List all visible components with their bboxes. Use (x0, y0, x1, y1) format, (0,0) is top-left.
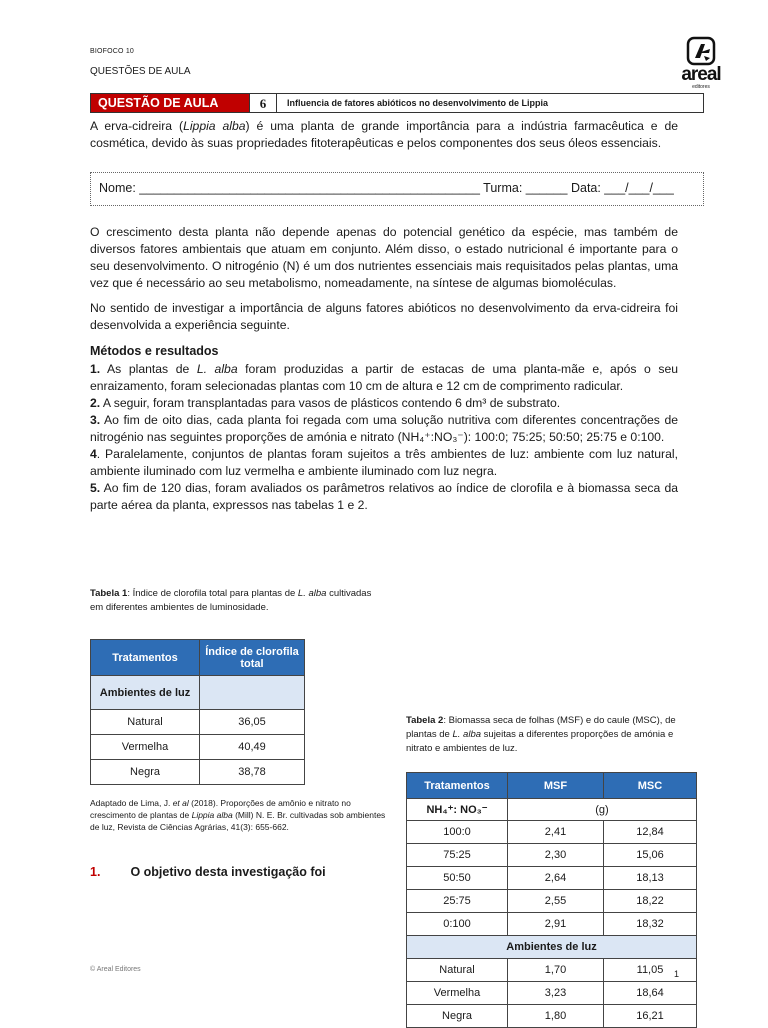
table2-row-label: 75:25 (407, 844, 508, 867)
table2-row-msc: 18,32 (604, 913, 697, 936)
table2-row-msc: 18,64 (604, 982, 697, 1005)
intro-species: Lippia alba (183, 119, 246, 133)
table1-caption (90, 587, 375, 615)
table-row (91, 760, 305, 785)
table-row (407, 821, 697, 844)
table1-caption-species: L. alba (297, 588, 327, 599)
step-3-number: 3. (90, 413, 101, 427)
table2-row-msf: 2,41 (508, 821, 604, 844)
body-paragraph-2: No sentido de investigar a importância de alguns fatores abióticos no desenvolvimento da erva-cidreira foi desenvolvida a experiência seguinte. (90, 301, 678, 332)
body-paragraph-1: O crescimento desta planta não depende apenas do potencial genético da espécie, mas também de diversos fatores ambientais que atuam em conjunto. Além disso, o estado nutricional é importante para o seu desenvolvimento. O nitrogénio (N) é um dos nutrientes essenciais mais requisitados pelas plantas, uma vez que é necessário ao seu metabolismo, nomeadamente, na síntese de algumas biomoléculas. (90, 225, 678, 290)
table-row (407, 844, 697, 867)
student-info-box[interactable] (90, 172, 704, 206)
methods-heading: Métodos e resultados (90, 344, 219, 358)
step-2-number: 2. (90, 396, 101, 410)
table2-header-msf: MSF (508, 773, 604, 799)
step-1-number: 1. (90, 362, 101, 376)
step-4-text: . Paralelamente, conjuntos de plantas foram sujeitos a três ambientes de luz: ambiente com luz natural, ambiente iluminado com luz vermelha e ambiente iluminado com luz negra. (90, 447, 678, 478)
step-4-number: 4 (90, 447, 97, 461)
source-italic-2: Lippia alba (191, 810, 233, 820)
table-row (91, 735, 305, 760)
table1-row-label: Vermelha (91, 735, 200, 760)
table1-row-label: Negra (91, 760, 200, 785)
table1-group-label: Ambientes de luz (91, 676, 200, 710)
table1-header-index: Índice de clorofila total (200, 640, 305, 676)
source-italic-1: et al (172, 798, 189, 808)
step-1-text-b: foram produzidas a partir de estacas de uma planta-mãe e, após o seu enraizamento, foram selecionadas plantas com 10 cm de altura e 12 cm de comprimento radicular. (90, 362, 679, 393)
table2-unit: (g) (508, 799, 697, 821)
step-5-text: Ao fim de 120 dias, foram avaliados os parâmetros relativos ao índice de clorofila e à biomassa seca da parte aérea da planta, expressos nas tabelas 1 e 2. (90, 481, 678, 512)
source-a: Adaptado de Lima, J. (90, 798, 173, 808)
table2-caption (406, 714, 676, 756)
step-2-text: A seguir, foram transplantadas para vasos de plásticos contendo 6 dm³ de substrato. (100, 396, 561, 410)
intro-text-b: ) é uma planta de grande importância para a indústria farmacêutica e de cosmética, devido às suas propriedades fitoterapêuticas e pelos componentes dos seus óleos essenciais. (90, 119, 678, 150)
step-5-number: 5. (90, 481, 101, 495)
question-1 (90, 865, 326, 879)
table2-row-msc: 15,06 (604, 844, 697, 867)
question-label: QUESTÃO DE AULA (91, 94, 249, 112)
table2-header-treatments: Tratamentos (407, 773, 508, 799)
table2-row-msc: 11,05 (604, 959, 697, 982)
step-3-text: Ao fim de oito dias, cada planta foi regada com uma solução nutritiva com diferentes concentrações de nitrogénio nas seguintes proporções de amónia e nitrato (NH₄⁺:NO₃⁻): 100:0; 75:25; 50:50; 25:75 e 0:100. (90, 413, 678, 444)
question-title: Influencia de fatores abióticos no desenvolvimento de Lippia (287, 98, 549, 108)
table2-row-msc: 18,13 (604, 867, 697, 890)
source-c: (Mill) N. E. Br. cultivadas sob ambientes de luz, Revista de Ciências Agrárias, 41(3): 655-662. (90, 810, 386, 832)
table1-caption-b: cultivadas em diferentes ambientes de luminosidade. (90, 588, 372, 613)
method-step-4 (90, 446, 678, 480)
intro-text-a: A erva-cidreira ( (90, 119, 184, 133)
method-step-3 (90, 412, 678, 446)
table-row (407, 913, 697, 936)
table1-row-value: 38,78 (200, 760, 305, 785)
table2-caption-a: : Biomassa seca de folhas (MSF) e do caule (MSC), de plantas de (406, 715, 676, 740)
table2-row-msc: 16,21 (604, 1005, 697, 1028)
section-label: QUESTÕES DE AULA (90, 66, 191, 77)
method-step-1 (90, 361, 678, 395)
method-step-5 (90, 480, 678, 514)
table2-row-msf: 2,55 (508, 890, 604, 913)
table1 (90, 639, 305, 785)
course-label: BIOFOCO 10 (90, 48, 135, 55)
footer-copyright: © Areal Editores (90, 966, 141, 973)
table1-header-treatments: Tratamentos (91, 640, 200, 676)
table2-caption-label: Tabela 2 (406, 715, 444, 726)
page-number: 1 (674, 969, 680, 979)
table1-caption-a: : Índice de clorofila total para plantas de (127, 588, 298, 599)
table2-row-msf: 1,70 (508, 959, 604, 982)
table2-row-msf: 3,23 (508, 982, 604, 1005)
areal-logo-icon (686, 36, 716, 66)
question-1-number: 1. (90, 865, 101, 879)
table2-header-msc: MSC (604, 773, 697, 799)
source-b: (2018). Proporções de amônio e nitrato no crescimento de plantas de (90, 798, 351, 820)
table2-row-msf: 2,91 (508, 913, 604, 936)
table2-row-label: 0:100 (407, 913, 508, 936)
source-citation (90, 797, 390, 833)
table1-row-value: 36,05 (200, 710, 305, 735)
table2-row-label: Natural (407, 959, 508, 982)
table-row (407, 867, 697, 890)
logo-word: areal (681, 64, 721, 85)
question-number: 6 (249, 94, 277, 112)
table2-row-label: Vermelha (407, 982, 508, 1005)
table1-caption-label: Tabela 1 (90, 588, 128, 599)
areal-logo (676, 36, 726, 92)
student-info-line[interactable]: Nome: _________________________________________________ Turma: ______ Data: ___/___/___ (99, 181, 674, 195)
question-bar (90, 93, 704, 113)
table2-sub-label: NH₄⁺: NO₃⁻ (407, 799, 508, 821)
logo-sub: editores (692, 84, 710, 90)
table-row (407, 982, 697, 1005)
table-row (407, 959, 697, 982)
table1-row-value: 40,49 (200, 735, 305, 760)
table2-row-msf: 1,80 (508, 1005, 604, 1028)
table2-row-msf: 2,64 (508, 867, 604, 890)
table2-caption-b: sujeitas a diferentes proporções de amónia e nitrato e ambientes de luz. (406, 729, 674, 754)
table1-group-empty (200, 676, 305, 710)
table2-caption-species: L. alba (452, 729, 482, 740)
table2-row-msc: 18,22 (604, 890, 697, 913)
table2-row-msc: 12,84 (604, 821, 697, 844)
table2-row-label: 100:0 (407, 821, 508, 844)
step-1-text-a: As plantas de (100, 362, 197, 376)
table1-row-label: Natural (91, 710, 200, 735)
table-row (91, 710, 305, 735)
table2-row-label: Negra (407, 1005, 508, 1028)
table2-group-label: Ambientes de luz (407, 936, 697, 959)
step-1-species: L. alba (196, 362, 238, 376)
table2-row-label: 25:75 (407, 890, 508, 913)
question-1-text: O objetivo desta investigação foi (130, 865, 326, 879)
methods-steps (90, 361, 678, 514)
table2-row-msf: 2,30 (508, 844, 604, 867)
table-row (407, 1005, 697, 1028)
table2-row-label: 50:50 (407, 867, 508, 890)
intro-paragraph (90, 118, 678, 152)
method-step-2 (90, 395, 678, 412)
table-row (407, 890, 697, 913)
table2 (406, 772, 697, 1028)
